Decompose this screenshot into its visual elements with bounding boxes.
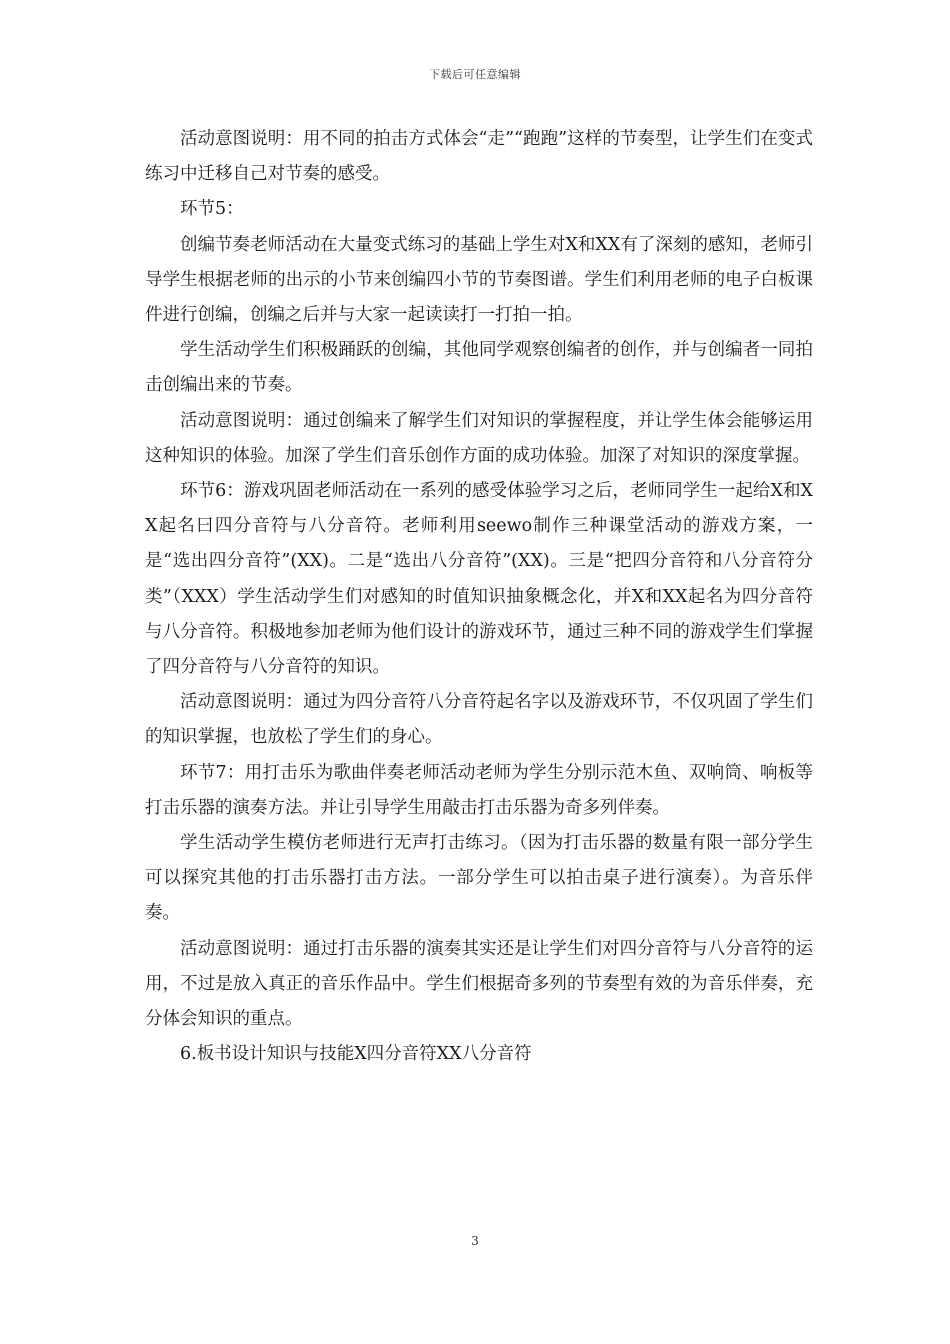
paragraph: 活动意图说明：通过创编来了解学生们对知识的掌握程度，并让学生体会能够运用这种知识的体验。加深了学生们音乐创作方面的成功体验。加深了对知识的深度掌握。	[145, 410, 813, 466]
paragraph: 环节7：用打击乐为歌曲伴奏老师活动老师为学生分别示范木鱼、双响筒、响板等打击乐器的演奏方法。并让引导学生用敲击打击乐器为奇多列伴奏。	[145, 762, 813, 818]
paragraph: 环节6：游戏巩固老师活动在一系列的感受体验学习之后，老师同学生一起给X和XX起名曰四分音符与八分音符。老师利用seewo制作三种课堂活动的游戏方案，一是“选出四分音符”(XX)。二是“选出八分音符”(XX)。三是“把四分音符和八分音符分类”（XXX）学生活动学生们对感知的时值知识抽象概念化，并X和XX起名为四分音符与八分音符。积极地参加老师为他们设计的游戏环节，通过三种不同的游戏学生们掌握了四分音符与八分音符的知识。	[145, 481, 813, 678]
paragraph: 环节5：	[180, 199, 244, 220]
page-number: 3	[471, 1234, 479, 1248]
document-body	[145, 122, 813, 1072]
page-header: 下载后可任意编辑	[429, 68, 521, 81]
paragraph: 学生活动学生模仿老师进行无声打击练习。（因为打击乐器的数量有限一部分学生可以探究其他的打击乐器打击方法。一部分学生可以拍击桌子进行演奏）。为音乐伴奏。	[145, 833, 813, 924]
paragraph: 学生活动学生们积极踊跃的创编，其他同学观察创编者的创作，并与创编者一同拍击创编出来的节奏。	[145, 340, 813, 396]
paragraph: 活动意图说明：通过为四分音符八分音符起名字以及游戏环节，不仅巩固了学生们的知识掌握，也放松了学生们的身心。	[145, 692, 813, 748]
paragraph: 活动意图说明：用不同的拍击方式体会“走”“跑跑”这样的节奏型，让学生们在变式练习中迁移自己对节奏的感受。	[145, 129, 813, 185]
paragraph: 活动意图说明：通过打击乐器的演奏其实还是让学生们对四分音符与八分音符的运用，不过是放入真正的音乐作品中。学生们根据奇多列的节奏型有效的为音乐伴奏，充分体会知识的重点。	[145, 938, 813, 1030]
paragraph: 创编节奏老师活动在大量变式练习的基础上学生对X和XX有了深刻的感知，老师引导学生根据老师的出示的小节来创编四小节的节奏图谱。学生们利用老师的电子白板课件进行创编，创编之后并与大家一起读读打一打拍一拍。	[145, 234, 813, 326]
paragraph: 6.板书设计知识与技能X四分音符XX八分音符	[180, 1044, 532, 1065]
